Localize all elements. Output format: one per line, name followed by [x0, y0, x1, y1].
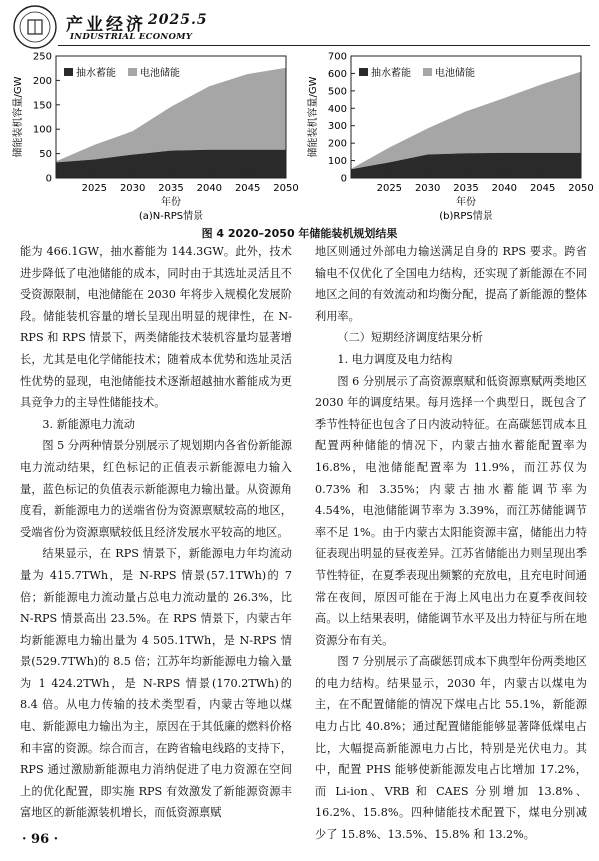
x-tick-label: 2045 [529, 183, 556, 194]
legend-swatch-battery [423, 68, 432, 76]
legend-label-pumped: 抽水蓄能 [371, 68, 411, 79]
journal-logo [12, 4, 58, 50]
journal-issue: 2025.5 [148, 12, 208, 28]
legend-swatch-pumped [359, 68, 368, 76]
x-tick-label: 2045 [234, 183, 261, 194]
y-axis-label: 储能装机容量/GW [13, 76, 24, 158]
journal-english-title: INDUSTRIAL ECONOMY [70, 32, 193, 42]
legend-swatch-battery [128, 68, 137, 76]
x-tick-label: 2025 [376, 183, 403, 194]
legend-swatch-pumped [64, 68, 73, 76]
page-number: · 96 · [22, 832, 59, 847]
x-tick-label: 2040 [491, 183, 518, 194]
y-tick-label: 500 [327, 86, 347, 98]
x-tick-label: 2050 [273, 183, 299, 194]
legend-label-battery: 电池储能 [140, 68, 180, 79]
section-heading: 3. 新能源电力流动 [42, 417, 135, 431]
section-heading: 1. 电力调度及电力结构 [337, 352, 453, 366]
x-axis-label: 年份 [161, 197, 181, 208]
paragraph: 结果显示，在 RPS 情景下，新能源电力年均流动量为 415.7TWh，是 N-RPS 情景(57.1TWh)的 7 倍；新能源电力流动量占总电力流动量的 26.3%，比 N-RPS 情景高出 23.5%。在 RPS 情景下，内蒙古年均新能源电力输出量为 4 505.1TWh，是 N-RPS 情景(529.7TWh)的 8.5 倍；江苏年均新能源电力输入量为 1 424.2TWh，是 N-RPS 情景(170.2TWh)的 8.4 倍。从电力传输的技术类型看，内蒙古等地以煤电、新能源电力输出为主，原因在于其低廉的燃料价格和丰富的资源。综合而言，在跨省输电线路的支持下，RPS 通过激励新能源电力消纳促进了电力资源在空间上的优化配置，即实施 RPS 有效激发了新能源资源丰富地区的新能源装机增长，而低资源禀赋 [20, 547, 292, 820]
legend-label-battery: 电池储能 [435, 68, 475, 79]
y-tick-label: 200 [327, 138, 347, 150]
paragraph: 图 6 分别展示了高资源禀赋和低资源禀赋两类地区 2030 年的调度结果。每月选择一个典型日，既包含了季节性特征也包含了日内波动特征。在高碳惩罚成本且配置两种储能的情况下，内蒙古抽水蓄能配置率为 16.8%，电池储能配置率为 11.9%，而江苏仅为 0.73% 和 3.35%；内蒙古抽水蓄能调节率为 4.54%，电池储能调节率为 3.39%，而江苏储能调节率不足 1%。由于内蒙古太阳能资源丰富，储能出力特征表现出明显的昼夜差异。江苏省储能出力则呈现出季节性特征，在夏季表现出频繁的充放电，且充电时间通常在夜间，原因可能在于海上风电出力在夏季夜间较高。以上结果表明，储能调节水平及出力特征与所在地资源分布有关。 [315, 374, 587, 647]
section-heading: （二）短期经济调度结果分析 [337, 331, 483, 345]
x-tick-label: 2035 [453, 183, 479, 194]
y-tick-label: 0 [45, 173, 52, 185]
y-tick-label: 250 [32, 51, 52, 63]
x-tick-label: 2030 [414, 183, 441, 194]
text-column-left [20, 241, 292, 824]
x-tick-label: 2030 [119, 183, 146, 194]
x-tick-label: 2025 [81, 183, 108, 194]
figure-caption: 图 4 2020–2050 年储能装机规划结果 [201, 227, 398, 240]
paragraph: 能为 466.1GW，抽水蓄能为 144.3GW。此外，技术进步降低了电池储能的成本，同时由于其选址灵活且不受资源限制，电池储能在 2030 年将步入规模化发展阶段。储能装机容量的增长呈现出明显的规律性，在 N-RPS 和 RPS 情景下，两类储能技术装机容量均显著增长，尤其是电化学储能技术；随着成本优势和选址灵活性优势的显现，电池储能技术逐渐超越抽水蓄能成为更具竞争力的主导性储能技术。 [20, 245, 292, 410]
y-tick-label: 200 [32, 75, 52, 87]
paragraph: 图 5 分两种情景分别展示了规划期内各省份新能源电力流动结果，红色标记的正值表示新能源电力输入量，蓝色标记的负值表示新能源电力输出量。从资源角度看，新能源电力的送端省份为资源禀赋较高的地区，受端省份为资源禀赋较低且经济发展水平较高的地区。 [20, 439, 292, 539]
y-tick-label: 100 [327, 156, 347, 168]
chart-subcaption: (a)N-RPS情景 [138, 211, 204, 222]
legend-label-pumped: 抽水蓄能 [76, 68, 116, 79]
area-battery [56, 68, 286, 163]
chart-n-rps [10, 50, 300, 222]
paragraph: 地区则通过外部电力输送满足自身的 RPS 要求。跨省输电不仅优化了全国电力结构，还实现了新能源在不同地区之间的有效流动和均衡分配，提高了新能源的整体利用率。 [315, 245, 587, 323]
x-axis-label: 年份 [456, 197, 476, 208]
y-tick-label: 50 [39, 149, 52, 161]
journal-title: 产业经济 [66, 15, 146, 35]
y-axis-label: 储能装机容量/GW [308, 76, 319, 158]
x-tick-label: 2040 [196, 183, 223, 194]
y-tick-label: 100 [32, 124, 52, 136]
text-column-right [315, 241, 587, 846]
y-tick-label: 300 [327, 121, 347, 133]
x-tick-label: 2035 [158, 183, 184, 194]
chart-rps [305, 50, 595, 222]
header-rule [58, 45, 590, 46]
chart-subcaption: (b)RPS情景 [439, 211, 493, 222]
y-tick-label: 0 [340, 173, 347, 185]
y-tick-label: 400 [327, 103, 347, 115]
paragraph: 图 7 分别展示了高碳惩罚成本下典型年份两类地区的电力结构。结果显示，2030 年，内蒙古以煤电为主，在不配置储能的情况下煤电占比 55.1%，新能源电力占比 40.8%；通过配置储能能够显著降低煤电占比，大幅提高新能源电力占比，特别是光伏电力。其中，配置 PHS 能够使新能源发电占比增加 17.2%，而 Li-ion、VRB 和 CAES 分别增加 13.8%、16.2%、15.8%。四种储能技术配置下，煤电分别减少了 15.8%、13.5%、15.8% 和 13.2%。 [315, 655, 587, 842]
x-tick-label: 2050 [568, 183, 594, 194]
y-tick-label: 600 [327, 68, 347, 80]
y-tick-label: 700 [327, 51, 347, 63]
y-tick-label: 150 [32, 100, 52, 112]
